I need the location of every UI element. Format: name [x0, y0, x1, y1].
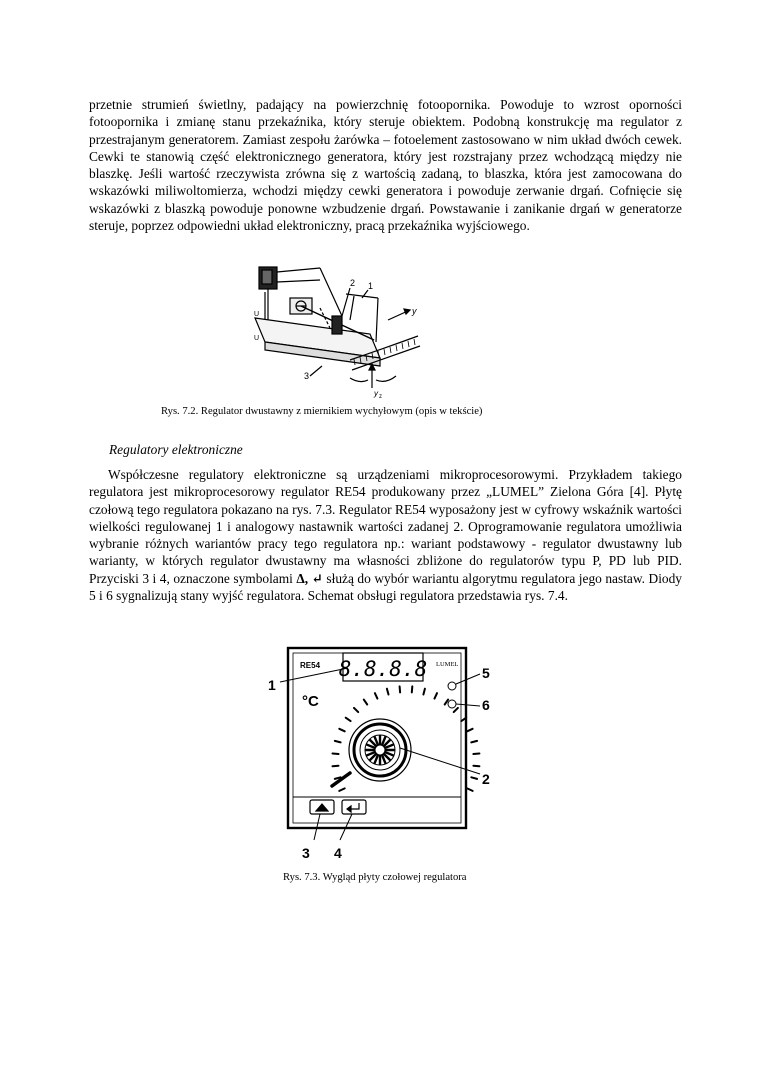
button-4: [342, 800, 366, 814]
brand-logo: LUMEL: [436, 661, 459, 668]
fig1-label-y: y: [412, 306, 417, 316]
fig2-label-1: 1: [268, 677, 276, 693]
paragraph-2: [89, 466, 682, 604]
section-heading: Regulatory elektroniczne: [109, 442, 243, 457]
button-3: [310, 800, 334, 814]
paragraph-2-part-2: służą do wybór wariantu algorytmu regulatora jego nastaw. Diody 5 i 6 sygnalizują stany wyjść regulatora. Schemat obsługi regulatora przedstawia rys. 7.4.: [89, 570, 682, 604]
figure-7-3-caption: Rys. 7.3. Wygląd płyty czołowej regulatora: [283, 872, 467, 883]
fig2-label-3: 3: [302, 845, 310, 861]
fig1-label-yz-sub: z: [379, 394, 382, 400]
fig1-label-u1: U: [254, 311, 260, 318]
fig2-label-2: 2: [482, 771, 490, 787]
unit-label: °C: [302, 693, 319, 710]
fig1-label-3: 3: [304, 371, 310, 381]
fig2-label-5: 5: [482, 665, 490, 681]
fig1-label-u2: U: [254, 335, 260, 342]
figure-7-2-two-position-regulator: [250, 258, 425, 400]
paragraph-1: przetnie strumień świetlny, padający na powierzchnię fotoopornika. Powoduje to wzrost oporności fotoopornika i zmianę stanu przekaźnika, który steruje obiektem. Podobną konstrukcję ma regulator z przestrajanym generatorem. Zamiast zespołu żarówka – fotoelement zastosowano w nim układ dwóch cewek. Cewki te stanowią część elektronicznego generatora, który jest rozstrajany przez wchodzącą między nie blaszkę. Jeśli wartość rzeczywista zrówna się z wartością zadaną, to blaszka, która jest zamocowana do wskazówki miliwoltomierza, wchodzi między cewki generatora i powoduje zerwanie drgań. Cofnięcie się wskazówki z blaszką powoduje ponowne wzbudzenie drgań. Powstawanie i zanikanie drgań w generatorze steruje, poprzez odpowiedni układ elektroniczny, pracą przekaźnika wyjściowego.: [89, 97, 682, 234]
paragraph-2-part-1: Współczesne regulatory elektroniczne są urządzeniami mikroprocesorowymi. Przykładem takiego regulatora jest mikroprocesorowy regulator RE54 produkowany przez „LUMEL” Zielona Góra [4]. Płytę czołową tego regulatora pokazano na rys. 7.3. Regulator RE54 wyposażony jest w cyfrowy wskaźnik wartości wielkości regulowanej 1 i analogowy nastawnik wartości zadanej 2. Oprogramowanie regulatora umożliwia wybranie różnych wariantów pracy tego regulatora np.: wariant podstawowy - regulator dwustawny lub warianty, w których regulator dwustawny ma własności zbliżone do regulatorów typu P, PD lub PID. Przyciski 3 i 4, oznaczone symbolami: [89, 467, 682, 586]
fig1-label-yz: y: [374, 389, 378, 398]
fig1-label-1: 1: [368, 281, 374, 291]
display-digits: 8.8.8.8: [338, 657, 428, 681]
model-label: RE54: [300, 661, 321, 670]
fig2-label-4: 4: [334, 845, 342, 861]
figure-7-3-front-panel: [262, 636, 502, 866]
fig1-label-2: 2: [350, 278, 356, 288]
fig2-label-6: 6: [482, 697, 490, 713]
button-symbols: Δ, ↵: [296, 570, 323, 586]
figure-7-2-caption: Rys. 7.2. Regulator dwustawny z miernikiem wychyłowym (opis w tekście): [161, 406, 483, 417]
generator-coils: [332, 316, 342, 334]
